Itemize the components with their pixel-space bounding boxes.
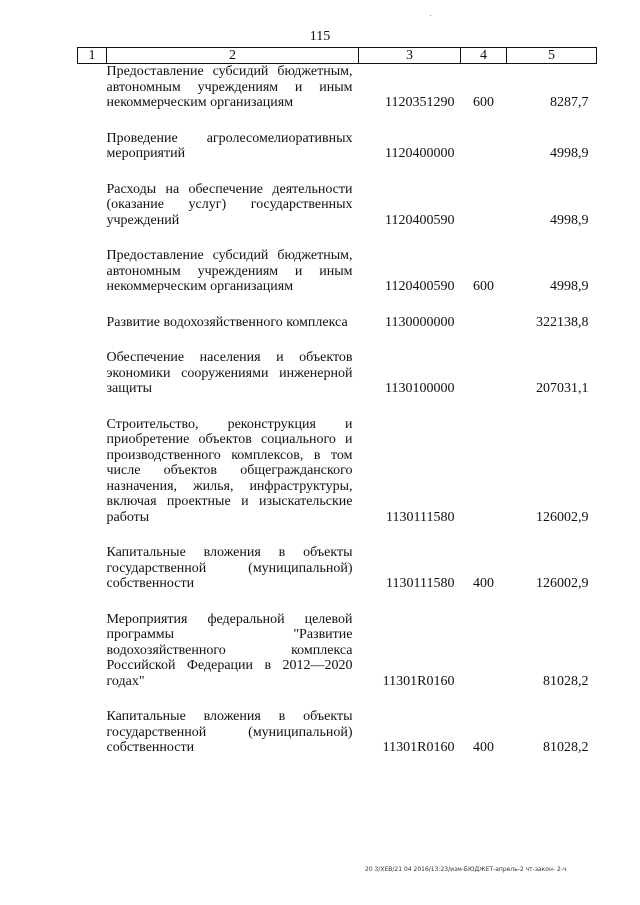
row-index-cell bbox=[78, 162, 107, 229]
row-code: 1130100000 bbox=[385, 381, 455, 396]
table-row bbox=[78, 295, 597, 331]
row-index-cell bbox=[78, 330, 107, 397]
row-amount: 4998,9 bbox=[550, 146, 589, 161]
row-name: Строительство, реконструкция и приобретение объектов социального и производственного комплексов, в том числе объектов общегражданского назначения, жилья, инфраструктуры, включая проектные и изыскательские работы bbox=[106, 416, 353, 525]
row-amount: 126002,9 bbox=[536, 576, 589, 591]
table-row bbox=[78, 689, 597, 756]
header-col-4: 4 bbox=[461, 48, 507, 64]
row-expense-type: 600 bbox=[473, 279, 494, 294]
row-index-cell bbox=[78, 397, 107, 526]
row-name: Предоставление субсидий бюджетным, автономным учреждениям и иным некоммерческим организациям bbox=[106, 64, 353, 110]
row-index-cell bbox=[78, 111, 107, 162]
row-name: Расходы на обеспечение деятельности (оказание услуг) государственных учреждений bbox=[106, 181, 353, 228]
row-amount: 81028,2 bbox=[543, 740, 589, 755]
header-col-1: 1 bbox=[78, 48, 107, 64]
budget-table bbox=[77, 47, 597, 756]
row-expense-type bbox=[461, 397, 507, 526]
page-number: 115 bbox=[309, 29, 331, 44]
table-header bbox=[78, 48, 597, 64]
row-code: 1120400590 bbox=[385, 212, 455, 228]
row-amount: 4998,9 bbox=[550, 279, 589, 294]
row-expense-type bbox=[461, 111, 507, 162]
row-code: 1120400590 bbox=[385, 279, 455, 294]
row-code: 1130111580 bbox=[386, 509, 455, 525]
row-name: Развитие водохозяйственного комплекса bbox=[106, 314, 348, 330]
footer-stamp: 20 3/ХЕВ/21 04 2016/13:23/изм-БЮДЖЕТ-апрель-2 чт-закон- 2-ч bbox=[365, 866, 567, 873]
row-name: Капитальные вложения в объекты государственной (муниципальной) собственности bbox=[106, 709, 353, 755]
row-expense-type bbox=[461, 162, 507, 229]
row-index-cell bbox=[78, 525, 107, 592]
row-code: 1130111580 bbox=[386, 576, 455, 591]
row-amount: 4998,9 bbox=[550, 212, 589, 228]
row-amount: 207031,1 bbox=[536, 381, 589, 396]
row-name: Капитальные вложения в объекты государственной (муниципальной) собственности bbox=[106, 545, 353, 591]
row-amount: 126002,9 bbox=[536, 509, 589, 525]
row-expense-type: 400 bbox=[473, 576, 494, 591]
row-expense-type bbox=[461, 330, 507, 397]
header-col-5: 5 bbox=[507, 48, 597, 64]
table-row bbox=[78, 111, 597, 162]
row-index-cell bbox=[78, 64, 107, 111]
row-name: Проведение агролесомелиоративных мероприятий bbox=[106, 130, 353, 161]
table-row bbox=[78, 64, 597, 111]
row-expense-type: 400 bbox=[473, 740, 494, 755]
row-amount: 8287,7 bbox=[550, 95, 589, 110]
row-name: Обеспечение населения и объектов экономики сооружениями инженерной защиты bbox=[106, 350, 353, 396]
header-col-2: 2 bbox=[107, 48, 359, 64]
table-body bbox=[78, 64, 597, 756]
row-index-cell bbox=[78, 228, 107, 295]
row-code: 11301R0160 bbox=[382, 673, 455, 689]
table-row bbox=[78, 330, 597, 397]
header-col-3: 3 bbox=[359, 48, 461, 64]
row-code: 1120351290 bbox=[385, 95, 455, 110]
row-expense-type bbox=[461, 592, 507, 690]
row-code: 1130000000 bbox=[385, 314, 455, 330]
row-index-cell bbox=[78, 592, 107, 690]
row-name: Предоставление субсидий бюджетным, автономным учреждениям и иным некоммерческим организациям bbox=[106, 248, 353, 294]
row-expense-type: 600 bbox=[473, 95, 494, 110]
row-index-cell bbox=[78, 689, 107, 756]
table-row bbox=[78, 228, 597, 295]
row-amount: 322138,8 bbox=[536, 314, 589, 330]
table-row bbox=[78, 162, 597, 229]
row-expense-type bbox=[461, 295, 507, 331]
row-code: 11301R0160 bbox=[382, 740, 455, 755]
row-amount: 81028,2 bbox=[543, 673, 589, 689]
scan-speck bbox=[430, 15, 431, 16]
table-row bbox=[78, 397, 597, 526]
row-code: 1120400000 bbox=[385, 146, 455, 161]
table-row bbox=[78, 592, 597, 690]
row-name: Мероприятия федеральной целевой программы "Развитие водохозяйственного комплекса Российской Федерации в 2012—2020 годах" bbox=[106, 611, 353, 689]
row-index-cell bbox=[78, 295, 107, 331]
table-row bbox=[78, 525, 597, 592]
